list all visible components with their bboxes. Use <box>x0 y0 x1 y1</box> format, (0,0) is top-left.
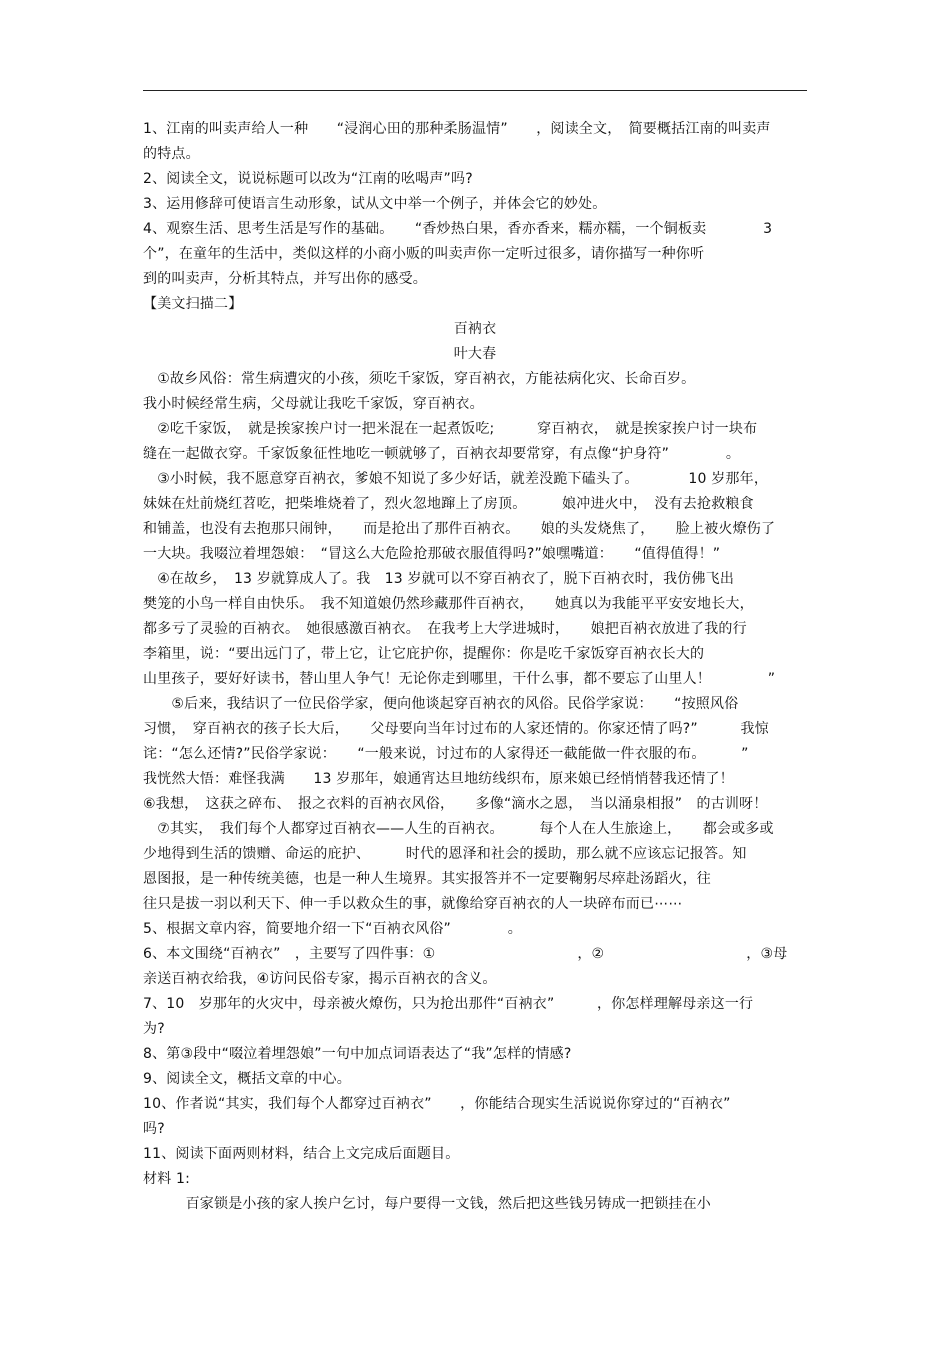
text-line: 我恍然大悟：难怪我满 13 岁那年，娘通宵达旦地纺线织布，原来娘已经悄悄替我还情了！ <box>143 771 734 787</box>
text-line: 1、江南的叫卖声给人一种 “浸润心田的那种柔肠温情” ，阅读全文， 简要概括江南的叫卖声 <box>143 121 771 137</box>
question-5: 5、根据文章内容，简要地介绍一下“百衲衣风俗” 。 <box>143 921 523 937</box>
text-line: 4、观察生活、思考生活是写作的基础。 “香炒热白果，香亦香来，糯亦糯，一个铜板卖 3 <box>143 221 773 237</box>
article-title: 百衲衣 <box>453 321 497 337</box>
text-line: 到的叫卖声，分析其特点，并写出你的感受。 <box>143 271 427 287</box>
text-line: ①故乡风俗：常生病遭灾的小孩，须吃千家饭，穿百衲衣，方能祛病化灾、长命百岁。 <box>143 371 696 387</box>
text-line: 习惯， 穿百衲衣的孩子长大后， 父母要向当年讨过布的人家还情的。你家还情了吗?” 我惊 <box>143 721 769 737</box>
text-line: 山里孩子，要好好读书，替山里人争气！无论你走到哪里，干什么事，都不要忘了山里人！ ” <box>143 671 776 687</box>
header-rule <box>143 90 807 91</box>
text-line: 为? <box>143 1021 165 1037</box>
question-9: 9、阅读全文，概括文章的中心。 <box>143 1071 351 1087</box>
text-line: 李箱里，说：“要出远门了，带上它，让它庇护你，提醒你：你是吃千家饭穿百衲衣长大的 <box>143 646 705 662</box>
article-author: 叶大春 <box>453 346 497 362</box>
text-line: 我小时候经常生病，父母就让我吃千家饭，穿百衲衣。 <box>143 396 484 412</box>
text-line: ⑤后来，我结识了一位民俗学家，便向他谈起穿百衲衣的风俗。民俗学家说： “按照风俗 <box>143 696 739 712</box>
text-line: 个”，在童年的生活中，类似这样的小商小贩的叫卖声你一定听过很多，请你描写一种你听 <box>143 246 705 262</box>
question-10: 10、作者说“其实，我们每个人都穿过百衲衣” ，你能结合现实生活说说你穿过的“百衲衣” <box>143 1096 731 1112</box>
text-line: 百家锁是小孩的家人挨户乞讨，每户要得一文钱，然后把这些钱另铸成一把锁挂在小 <box>143 1196 711 1212</box>
text-line: 少地得到生活的馈赠、命运的庇护、 时代的恩泽和社会的援助，那么就不应该忘记报答。知 <box>143 846 747 862</box>
text-line: 3、运用修辞可使语言生动形象，试从文中举一个例子，并体会它的妙处。 <box>143 196 607 212</box>
material-label: 材料 1: <box>143 1171 191 1187</box>
text-line: 和铺盖，也没有去抱那只闹钟， 而是抢出了那件百衲衣。 娘的头发烧焦了， 脸上被火燎伤了 <box>143 521 776 537</box>
question-7: 7、10 岁那年的火灾中，母亲被火燎伤，只为抢出那件“百衲衣” ，你怎样理解母亲这一行 <box>143 996 754 1012</box>
text-line: 吗? <box>143 1121 165 1137</box>
section-heading: 【美文扫描二】 <box>143 296 243 312</box>
text-line: ②吃千家饭， 就是挨家挨户讨一把米混在一起煮饭吃; 穿百衲衣， 就是挨家挨户讨一块布 <box>143 421 758 437</box>
text-line: 往只是拔一羽以利天下、伸一手以救众生的事，就像给穿百衲衣的人一块碎布而已⋯⋯ <box>143 896 683 912</box>
text-line: 都多亏了灵验的百衲衣。 她很感激百衲衣。 在我考上大学进城时， 娘把百衲衣放进了我的行 <box>143 621 747 637</box>
text-line: 一大块。我啜泣着埋怨娘： “冒这么大危险抢那破衣服值得吗?”娘嘿嘴道： “值得值得！” <box>143 546 721 562</box>
text-line: 樊笼的小鸟一样自由快乐。 我不知道娘仍然珍藏那件百衲衣， 她真以为我能平平安安地长大， <box>143 596 754 612</box>
text-line: 2、阅读全文，说说标题可以改为“江南的吆喝声”吗? <box>143 171 473 187</box>
text-line: ⑦其实， 我们每个人都穿过百衲衣——人生的百衲衣。 每个人在人生旅途上， 都会或多或 <box>143 821 774 837</box>
question-6: 6、本文围绕“百衲衣” ，主要写了四件事：① ，② ，③母 <box>143 946 788 962</box>
question-8: 8、第③段中“啜泣着埋怨娘”一句中加点词语表达了“我”怎样的情感? <box>143 1046 572 1062</box>
text-line: ③小时候，我不愿意穿百衲衣，爹娘不知说了多少好话，就差没跪下磕头了。 10 岁那年， <box>143 471 769 487</box>
text-line: 的特点。 <box>143 146 200 162</box>
text-line: 缝在一起做衣穿。千家饭象征性地吃一顿就够了，百衲衣却要常穿，有点像“护身符” 。 <box>143 446 741 462</box>
question-11: 11、阅读下面两则材料，结合上文完成后面题目。 <box>143 1146 460 1162</box>
text-line: ⑥我想， 这获之碎布、 报之衣料的百衲衣风俗， 多像“滴水之恩， 当以涌泉相报” 的古训呀！ <box>143 796 768 812</box>
text-line: ④在故乡， 13 岁就算成人了。我 13 岁就可以不穿百衲衣了，脱下百衲衣时，我仿佛飞出 <box>143 571 735 587</box>
text-line: 诧：“怎么还情?”民俗学家说： “一般来说，讨过布的人家得还一截能做一件衣服的布。 ” <box>143 746 749 762</box>
text-line: 亲送百衲衣给我，④访问民俗专家，揭示百衲衣的含义。 <box>143 971 497 987</box>
text-line: 妹妹在灶前烧红苕吃，把柴堆烧着了，烈火忽地蹿上了房顶。 娘冲进火中， 没有去抢救粮食 <box>143 496 754 512</box>
text-line: 恩图报，是一种传统美德，也是一种人生境界。其实报答并不一定要鞠躬尽瘁赴汤蹈火，往 <box>143 871 711 887</box>
